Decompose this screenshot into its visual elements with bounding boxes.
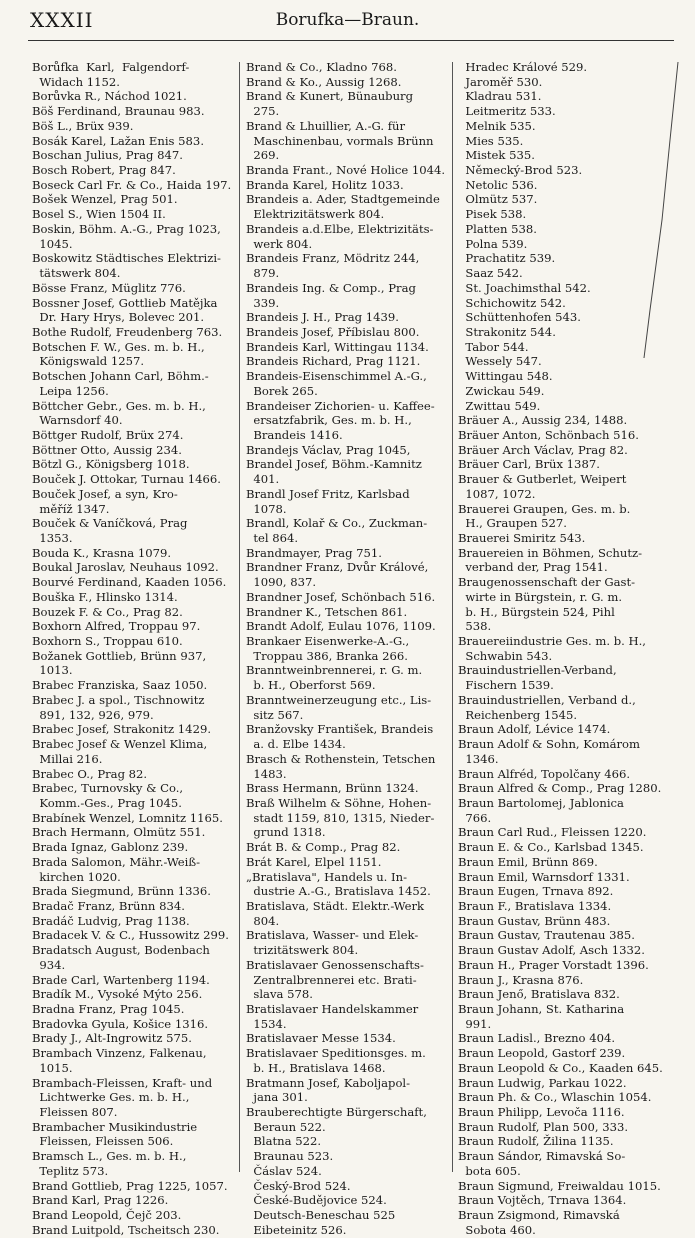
directory-entry-line: Widach 1152. <box>32 74 120 89</box>
directory-entry-line: Branda Karel, Holitz 1033. <box>246 177 404 192</box>
directory-entry-line: Botschen Johann Carl, Böhm.- <box>32 369 209 384</box>
directory-entry-line: Bouška F., Hlinsko 1314. <box>32 589 178 604</box>
directory-entry-line: Braun Jenő, Bratislava 832. <box>458 987 620 1002</box>
directory-entry-line: Boxhorn S., Troppau 610. <box>32 634 183 649</box>
directory-entry-line: Brada Siegmund, Brünn 1336. <box>32 884 211 899</box>
directory-entry-line: Wittingau 548. <box>458 369 553 384</box>
directory-entry-line: Eibeteinitz 526. <box>246 1222 347 1237</box>
directory-entry-line: Braun Sándor, Rimavská So- <box>458 1149 626 1164</box>
directory-entry-line: Brandeis a.d.Elbe, Elektrizitäts- <box>246 221 434 236</box>
directory-entry-line: tel 864. <box>246 531 299 545</box>
directory-entry-line: Deutsch-Beneschau 525 <box>246 1208 396 1223</box>
directory-entry-line: Maschinenbau, vormals Brünn <box>246 133 434 148</box>
directory-entry-line: Brabec O., Prag 82. <box>32 766 148 781</box>
directory-entry-line: Botschen F. W., Ges. m. b. H., <box>32 339 205 354</box>
directory-entry-line: 1015. <box>32 1060 73 1075</box>
directory-entry-line: Strakonitz 544. <box>458 324 556 339</box>
directory-entry-line: Brandner Franz, Dvůr Králové, <box>246 560 429 575</box>
directory-entry-line: Brát Karel, Elpel 1151. <box>246 854 382 869</box>
directory-entry-line: Brand & Ko., Aussig 1268. <box>246 74 402 89</box>
directory-entry-line: Boxhorn Alfred, Troppau 97. <box>32 619 201 634</box>
page-number: XXXII <box>30 8 94 32</box>
directory-entry-line: Brandeis Richard, Prag 1121. <box>246 354 421 369</box>
directory-entry-line: Brauberechtigte Bürgerschaft, <box>246 1105 427 1120</box>
directory-entry-line: Braun Ludwig, Parkau 1022. <box>458 1075 627 1090</box>
directory-entry-line: Wessely 547. <box>458 354 542 369</box>
directory-entry-line: Böttger Rudolf, Brüx 274. <box>32 427 184 442</box>
directory-entry-line: 1013. <box>32 663 73 678</box>
directory-entry-line: stadt 1159, 810, 1315, Nieder- <box>246 810 435 825</box>
directory-entry-line: Bossner Josef, Gottlieb Matějka <box>32 295 218 310</box>
directory-entry-line: Bradna Franz, Prag 1045. <box>32 1002 185 1016</box>
directory-entry-line: Bradovka Gyula, Košice 1316. <box>32 1016 209 1031</box>
directory-entry-line: Bötzl G., Königsberg 1018. <box>32 457 190 472</box>
directory-entry-line: Fischern 1539. <box>458 678 554 693</box>
directory-entry-line: Bradáč Ludvig, Prag 1138. <box>32 913 190 928</box>
directory-entry-line: Mies 535. <box>458 133 524 148</box>
directory-entry-line: 1483. <box>246 766 287 781</box>
directory-entry-line: Brabec Franziska, Saaz 1050. <box>32 678 208 693</box>
directory-entry-line: Böttcher Gebr., Ges. m. b. H., <box>32 398 206 413</box>
directory-entry-line: Jaroměř 530. <box>458 74 543 89</box>
directory-entry-line: Pisek 538. <box>458 207 527 222</box>
directory-entry-line: 1534. <box>246 1016 287 1031</box>
directory-entry-line: Brambach-Fleissen, Kraft- und <box>32 1075 213 1090</box>
directory-entry-line: Bradacek V. & C., Hussowitz 299. <box>32 928 229 943</box>
directory-entry-line: Braun J., Krasna 876. <box>458 972 584 987</box>
directory-entry-line: Bramsch L., Ges. m. b. H., <box>32 1149 187 1164</box>
directory-entry-line: Braun Alfred & Comp., Prag 1280. <box>458 781 662 796</box>
directory-entry-line: Brass Hermann, Brünn 1324. <box>246 781 419 796</box>
directory-entry-line: Braun Leopold, Gastorf 239. <box>458 1046 626 1061</box>
directory-entry-line: ersatzfabrik, Ges. m. b. H., <box>246 413 412 428</box>
directory-entry-line: 766. <box>458 810 492 825</box>
directory-entry-line: Komm.-Ges., Prag 1045. <box>32 795 182 810</box>
directory-entry-line: Leitmeritz 533. <box>458 104 556 119</box>
directory-entry-line: Brauer & Gutberlet, Weipert <box>458 472 627 487</box>
directory-entry-line: Brabínek Wenzel, Lomnitz 1165. <box>32 810 223 825</box>
directory-entry-line: H., Graupen 527. <box>458 516 567 531</box>
directory-entry-line: Brandeis Ing. & Comp., Prag <box>246 280 416 295</box>
directory-entry-line: Braun Alfréd, Topolčany 466. <box>458 766 631 781</box>
directory-entry-line: Bratislavaer Genossenschafts- <box>246 957 424 972</box>
directory-entry-line: Německý-Brod 523. <box>458 163 583 178</box>
directory-entry-line: Braun Carl Rud., Fleissen 1220. <box>458 825 647 840</box>
directory-entry-line: Brandeis 1416. <box>246 427 343 442</box>
directory-entry-line: Brambach Vinzenz, Falkenau, <box>32 1046 207 1061</box>
directory-entry-line: Brand & Kunert, Bünauburg <box>246 89 414 104</box>
directory-entry-line: Braun Gustav, Trautenau 385. <box>458 928 635 943</box>
directory-entry-line: Brandel Josef, Böhm.-Kamnitz <box>246 457 422 472</box>
directory-entry-line: Braun Leopold & Co., Kaaden 645. <box>458 1060 663 1075</box>
directory-entry-line: Elektrizitätswerk 804. <box>246 207 385 222</box>
directory-entry-line: Zentralbrennerei etc. Brati- <box>246 972 417 987</box>
column-divider <box>239 62 240 1172</box>
directory-entry-line: Braun Emil, Warnsdorf 1331. <box>458 869 630 884</box>
directory-entry-line: 1353. <box>32 531 73 545</box>
directory-entry-line: Bradatsch August, Bodenbach <box>32 943 210 958</box>
directory-entry-line: Borůvka R., Náchod 1021. <box>32 89 187 104</box>
directory-entry-line: Bouček & Vaníčková, Prag <box>32 516 188 531</box>
directory-entry-line: Braun Rudolf, Žilina 1135. <box>458 1134 614 1149</box>
directory-entry-line: Braun Johann, St. Katharina <box>458 1002 625 1016</box>
directory-entry-line: Bouček J. Ottokar, Turnau 1466. <box>32 472 221 487</box>
directory-entry-line: Beraun 522. <box>246 1119 326 1134</box>
directory-entry-line: Leipa 1256. <box>32 383 109 398</box>
directory-entry-line: Schwabin 543. <box>458 648 553 663</box>
directory-entry-line: Fleissen, Fleissen 506. <box>32 1134 174 1149</box>
directory-entry-line: Hradec Králové 529. <box>458 60 588 74</box>
directory-entry-line: Teplitz 573. <box>32 1163 109 1178</box>
directory-entry-line: Bourvé Ferdinand, Kaaden 1056. <box>32 575 227 590</box>
directory-entry-line: b. H., Oberforst 569. <box>246 678 376 693</box>
directory-entry-line: Brady J., Alt-Ingrowitz 575. <box>32 1031 192 1046</box>
directory-entry-line: Božanek Gottlieb, Brünn 937, <box>32 648 207 663</box>
directory-entry-line: Braun Bartolomej, Jablonica <box>458 795 624 810</box>
directory-entry-line: Brabec Josef, Strakonitz 1429. <box>32 722 212 737</box>
directory-entry-line: Blatna 522. <box>246 1134 322 1149</box>
directory-entry-line: Bratislavaer Handelskammer <box>246 1002 419 1016</box>
directory-entry-line: Braun Vojtěch, Trnava 1364. <box>458 1193 627 1208</box>
directory-entry-line: Brandeis a. Ader, Stadtgemeinde <box>246 192 440 207</box>
directory-entry-line: 891, 132, 926, 979. <box>32 707 154 722</box>
directory-entry-line: Braun E. & Co., Karlsbad 1345. <box>458 840 644 855</box>
directory-entry-line: Böš Ferdinand, Braunau 983. <box>32 104 205 119</box>
directory-entry-line: Schüttenhofen 543. <box>458 310 581 325</box>
directory-entry-line: 934. <box>32 957 66 972</box>
directory-entry-line: Bosch Robert, Prag 847. <box>32 163 176 178</box>
directory-entry-line: Bradík M., Vysoké Mýto 256. <box>32 987 203 1002</box>
directory-entry-line: Bouzek F. & Co., Prag 82. <box>32 604 183 619</box>
directory-entry-line: Zwickau 549. <box>458 383 545 398</box>
directory-entry-line: Saaz 542. <box>458 266 523 281</box>
directory-entry-line: Brand & Lhuillier, A.-G. für <box>246 118 406 133</box>
directory-entry-line: Borůfka Karl, Falgendorf- <box>32 60 190 74</box>
directory-entry-line: Bratislava, Städt. Elektr.-Werk <box>246 898 425 913</box>
directory-entry-line: Braun H., Prager Vorstadt 1396. <box>458 957 649 972</box>
directory-entry-line: Schichowitz 542. <box>458 295 566 310</box>
directory-entry-line: 1078. <box>246 501 287 516</box>
directory-entry-line: Fleissen 807. <box>32 1105 118 1120</box>
directory-entry-line: Brandmayer, Prag 751. <box>246 545 382 560</box>
directory-entry-line: Braß Wilhelm & Söhne, Hohen- <box>246 795 432 810</box>
directory-entry-line: Braun Adolf, Lévice 1474. <box>458 722 611 737</box>
directory-entry-line: Braun Adolf & Sohn, Komárom <box>458 737 641 752</box>
directory-entry-line: 275. <box>246 104 280 119</box>
directory-entry-line: Braun Rudolf, Plan 500, 333. <box>458 1119 629 1134</box>
directory-entry-line: 339. <box>246 295 280 310</box>
directory-entry-line: bota 605. <box>458 1163 521 1178</box>
directory-entry-line: Mistek 535. <box>458 148 535 163</box>
directory-entry-line: Brauereiindustrie Ges. m. b. H., <box>458 634 646 649</box>
directory-entry-line: werk 804. <box>246 236 313 251</box>
directory-entry-line: 1087, 1072. <box>458 486 536 501</box>
directory-entry-line: 879. <box>246 266 280 281</box>
directory-entry-line: Bouda K., Krasna 1079. <box>32 545 172 560</box>
directory-entry-line: Braugenossenschaft der Gast- <box>458 575 636 590</box>
directory-entry-line: Brabec, Turnovsky & Co., <box>32 781 184 796</box>
directory-column-2 <box>246 60 448 1238</box>
directory-entry-line: Brada Salomon, Mähr.-Weiß- <box>32 854 201 869</box>
directory-entry-line: Brand & Co., Kladno 768. <box>246 60 397 74</box>
column-divider <box>452 62 453 1172</box>
directory-entry-line: 991. <box>458 1016 492 1031</box>
directory-entry-line: grund 1318. <box>246 825 326 840</box>
directory-entry-line: Troppau 386, Branka 266. <box>246 648 408 663</box>
directory-entry-line: wirte in Bürgstein, r. G. m. <box>458 589 623 604</box>
directory-entry-line: Brambacher Musikindustrie <box>32 1119 198 1134</box>
directory-entry-line: měříž 1347. <box>32 501 110 516</box>
directory-entry-line: Brach Hermann, Olmütz 551. <box>32 825 206 840</box>
directory-entry-line: kirchen 1020. <box>32 869 121 884</box>
directory-entry-line: jana 301. <box>246 1090 308 1105</box>
directory-entry-line: Branda Frant., Nové Holice 1044. <box>246 163 446 178</box>
directory-entry-line: Lichtwerke Ges. m. b. H., <box>32 1090 190 1105</box>
directory-entry-line: Zwittau 549. <box>458 398 541 413</box>
directory-entry-line: 1090, 837. <box>246 575 317 590</box>
directory-entry-line: Branntweinerzeugung etc., Lis- <box>246 692 432 707</box>
directory-entry-line: Sobota 460. <box>458 1222 536 1237</box>
directory-entry-line: Braun F., Bratislava 1334. <box>458 898 612 913</box>
directory-entry-line: dustrie A.-G., Bratislava 1452. <box>246 884 431 899</box>
directory-entry-line: Brasch & Rothenstein, Tetschen <box>246 751 436 766</box>
directory-entry-line: Brandl Josef Fritz, Karlsbad <box>246 486 410 501</box>
directory-entry-line: sitz 567. <box>246 707 304 722</box>
directory-entry-line: Brandeiser Zichorien- u. Kaffee- <box>246 398 435 413</box>
directory-entry-line: Bratmann Josef, Kaboljapol- <box>246 1075 411 1090</box>
directory-entry-line: Kladrau 531. <box>458 89 542 104</box>
directory-entry-line: Tabor 544. <box>458 339 529 354</box>
directory-entry-line: b. H., Bratislava 1468. <box>246 1060 386 1075</box>
directory-column-1 <box>32 60 237 1238</box>
directory-entry-line: 1045. <box>32 236 73 251</box>
directory-column-3 <box>458 60 663 1238</box>
directory-entry-line: Bosel S., Wien 1504 II. <box>32 207 166 222</box>
directory-entry-line: Bräuer Arch Václav, Prag 82. <box>458 442 628 457</box>
directory-entry-line: Olmütz 537. <box>458 192 538 207</box>
directory-entry-line: Bräuer Anton, Schönbach 516. <box>458 427 639 442</box>
directory-entry-line: Boukal Jaroslav, Neuhaus 1092. <box>32 560 219 575</box>
directory-entry-line: Brandeis J. H., Prag 1439. <box>246 310 399 325</box>
directory-entry-line: Braun Ph. & Co., Wlaschin 1054. <box>458 1090 652 1105</box>
directory-entry-line: Braun Emil, Brünn 869. <box>458 854 598 869</box>
directory-entry-line: Böš L., Brüx 939. <box>32 118 134 133</box>
directory-entry-line: 538. <box>458 619 492 634</box>
directory-entry-line: Braun Philipp, Levoča 1116. <box>458 1105 625 1120</box>
directory-entry-line: Dr. Hary Hrys, Bolevec 201. <box>32 310 205 325</box>
directory-entry-line: Čáslav 524. <box>246 1163 322 1178</box>
page-header <box>0 0 695 50</box>
directory-entry-line: Borek 265. <box>246 383 318 398</box>
directory-entry-line: b. H., Bürgstein 524, Pihl <box>458 604 615 619</box>
directory-entry-line: Boskowitz Städtisches Elektrizi- <box>32 251 221 266</box>
directory-entry-line: Braun Eugen, Trnava 892. <box>458 884 614 899</box>
directory-entry-line: Brankaer Eisenwerke-A.-G., <box>246 634 410 649</box>
directory-entry-line: Braun Gustav Adolf, Asch 1332. <box>458 943 645 958</box>
directory-entry-line: Braun Ladisl., Brezno 404. <box>458 1031 616 1046</box>
directory-entry-line: Platten 538. <box>458 221 537 236</box>
directory-entry-line: 401. <box>246 472 280 487</box>
directory-entry-line: 269. <box>246 148 280 163</box>
directory-entry-line: Brabec J. a spol., Tischnowitz <box>32 692 205 707</box>
directory-entry-line: Brandejs Václav, Prag 1045, <box>246 442 411 457</box>
directory-entry-line: Brand Gottlieb, Prag 1225, 1057. <box>32 1178 228 1193</box>
directory-entry-line: Bratislavaer Speditionsges. m. <box>246 1046 426 1061</box>
directory-entry-line: Melnik 535. <box>458 118 536 133</box>
directory-entry-line: Brandeis Franz, Mödritz 244, <box>246 251 420 266</box>
directory-entry-line: Boskin, Böhm. A.-G., Prag 1023, <box>32 221 221 236</box>
directory-entry-line: Braun Zsigmond, Rimavská <box>458 1208 620 1223</box>
directory-entry-line: trizitätswerk 804. <box>246 943 359 958</box>
directory-entry-line: „Bratislava", Handels u. In- <box>246 869 407 884</box>
directory-entry-line: Brandeis Josef, Příbislau 800. <box>246 324 420 339</box>
directory-entry-line: Brauerei Graupen, Ges. m. b. <box>458 501 631 516</box>
directory-entry-line: Polna 539. <box>458 236 528 251</box>
page-title: Borufka—Braun. <box>275 10 420 30</box>
directory-entry-line: Brand Leopold, Čejč 203. <box>32 1208 182 1223</box>
directory-entry-line: Brauindustriellen, Verband d., <box>458 692 636 707</box>
directory-entry-line: Brauerei Smiritz 543. <box>458 531 586 545</box>
directory-entry-line: Warnsdorf 40. <box>32 413 123 428</box>
directory-entry-line: Bošek Wenzel, Prag 501. <box>32 192 178 207</box>
directory-entry-line: Bösse Franz, Müglitz 776. <box>32 280 186 295</box>
directory-entry-line: St. Joachimsthal 542. <box>458 280 591 295</box>
directory-entry-line: Brand Luitpold, Tscheitsch 230. <box>32 1222 220 1237</box>
directory-entry-line: Boseck Carl Fr. & Co., Haida 197. <box>32 177 232 192</box>
directory-entry-line: Bratislava, Wasser- und Elek- <box>246 928 419 943</box>
directory-entry-line: Brát B. & Comp., Prag 82. <box>246 840 401 855</box>
directory-entry-line: Reichenberg 1545. <box>458 707 578 722</box>
directory-entry-line: 1346. <box>458 751 499 766</box>
directory-entry-line: Brandner K., Tetschen 861. <box>246 604 408 619</box>
directory-entry-line: Prachatitz 539. <box>458 251 556 266</box>
directory-entry-line: Braunau 523. <box>246 1149 334 1164</box>
directory-entry-line: verband der, Prag 1541. <box>458 560 608 575</box>
directory-entry-line: Brand Karl, Prag 1226. <box>32 1193 169 1208</box>
directory-entry-line: Braun Sigmund, Freiwaldau 1015. <box>458 1178 661 1193</box>
directory-entry-line: Bräuer Carl, Brüx 1387. <box>458 457 600 472</box>
directory-entry-line: 804. <box>246 913 280 928</box>
directory-entry-line: Branntweinbrennerei, r. G. m. <box>246 663 423 678</box>
directory-entry-line: Brada Ignaz, Gablonz 239. <box>32 840 189 855</box>
directory-entry-line: Bothe Rudolf, Freudenberg 763. <box>32 324 223 339</box>
directory-entry-line: Brade Carl, Wartenberg 1194. <box>32 972 210 987</box>
directory-entry-line: Netolic 536. <box>458 177 538 192</box>
directory-entry-line: Millai 216. <box>32 751 103 766</box>
directory-entry-line: Brandeis Karl, Wittingau 1134. <box>246 339 429 354</box>
directory-entry-line: Boschan Julius, Prag 847. <box>32 148 183 163</box>
directory-entry-line: Königswald 1257. <box>32 354 145 369</box>
directory-entry-line: Bradač Franz, Brünn 834. <box>32 898 185 913</box>
directory-entry-line: Brandeis-Eisenschimmel A.-G., <box>246 369 427 384</box>
directory-entry-line: Bratislavaer Messe 1534. <box>246 1031 396 1046</box>
directory-entry-line: Brandl, Kolař & Co., Zuckman- <box>246 516 428 531</box>
header-rule <box>28 40 674 41</box>
directory-entry-line: Böttner Otto, Aussig 234. <box>32 442 182 457</box>
directory-entry-line: Bouček Josef, a syn, Kro- <box>32 486 178 501</box>
directory-entry-line: České-Budějovice 524. <box>246 1193 387 1208</box>
directory-entry-line: slava 578. <box>246 987 313 1002</box>
directory-entry-line: Brauereien in Böhmen, Schutz- <box>458 545 642 560</box>
directory-entry-line: a. d. Elbe 1434. <box>246 737 346 752</box>
directory-entry-line: Bräuer A., Aussig 234, 1488. <box>458 413 628 428</box>
directory-entry-line: Bosák Karel, Lažan Enis 583. <box>32 133 204 148</box>
directory-entry-line: Branžovsky František, Brandeis <box>246 722 434 737</box>
directory-entry-line: Brabec Josef & Wenzel Klima, <box>32 737 208 752</box>
directory-entry-line: Brandt Adolf, Eulau 1076, 1109. <box>246 619 436 634</box>
directory-entry-line: Brandner Josef, Schönbach 516. <box>246 589 436 604</box>
directory-entry-line: tätswerk 804. <box>32 266 121 281</box>
directory-entry-line: Braun Gustav, Brünn 483. <box>458 913 611 928</box>
directory-entry-line: Český-Brod 524. <box>246 1178 351 1193</box>
directory-entry-line: Brauindustriellen-Verband, <box>458 663 617 678</box>
